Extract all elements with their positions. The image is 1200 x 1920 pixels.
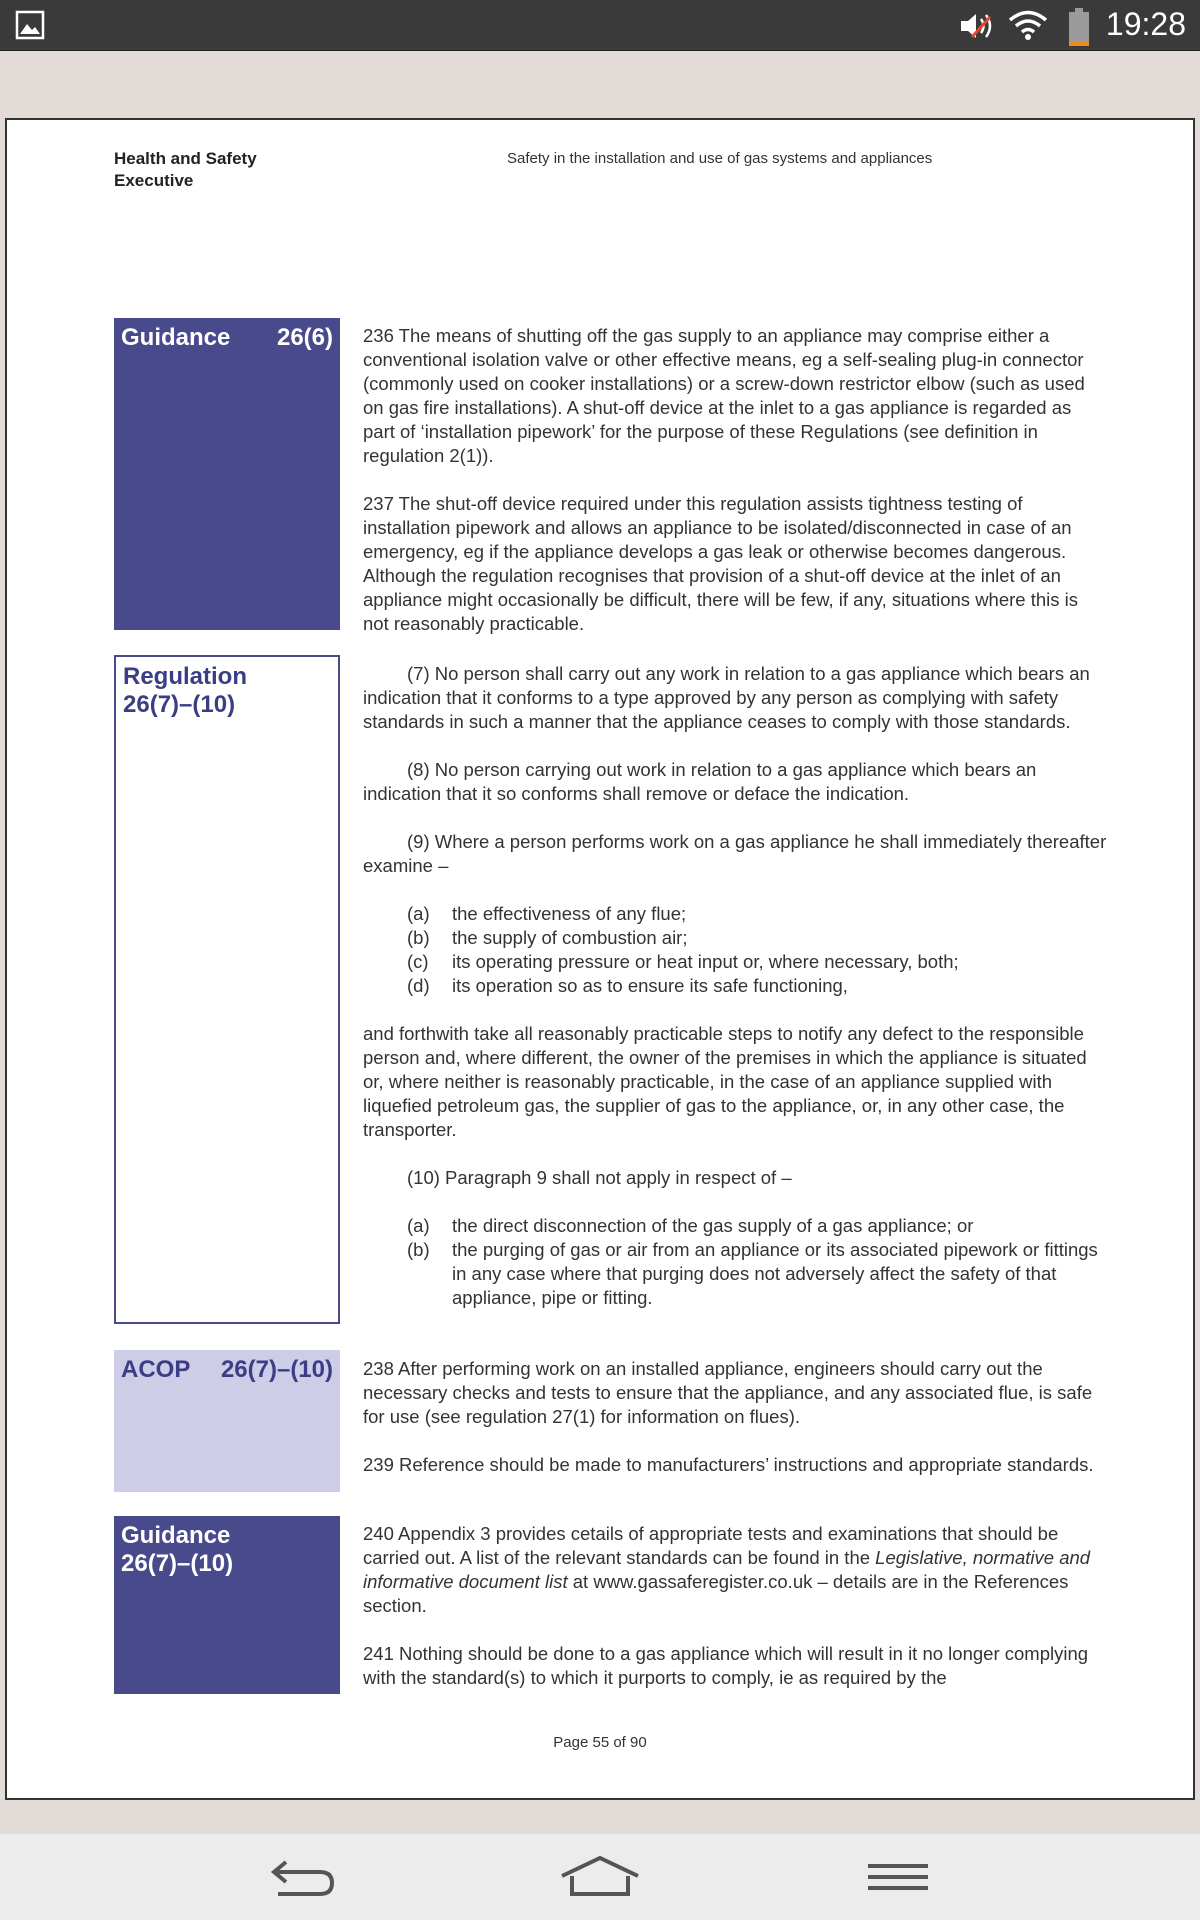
clock: 19:28 xyxy=(1105,6,1186,42)
paragraph-239: 239 Reference should be made to manufacturers’ instructions and appropriate standards. xyxy=(363,1454,1094,1475)
guidance-box-26-6 xyxy=(114,318,340,630)
battery-icon xyxy=(1068,8,1090,46)
paragraph-241: 241 Nothing should be done to a gas appliance which will result in it no longer complying with the standard(s) to which it purports to comply, ie as required by the xyxy=(363,1643,1089,1688)
wifi-icon xyxy=(1008,9,1048,41)
list-text: its operating pressure or heat input or, where necessary, both; xyxy=(452,951,959,972)
paragraph-238: 238 After performing work on an installed appliance, engineers should carry out the necessary checks and tests to ensure that the appliance, and any associated flue, is safe for use (see regulation 27(1) for information on flues). xyxy=(363,1358,1093,1427)
navigation-bar xyxy=(0,1834,1200,1920)
reg-paragraph-9-continued: and forthwith take all reasonably practicable steps to notify any defect to the responsible person and, where different, the owner of the premises in which the appliance is situated or, where neither is reasonably practicable, in the case of an appliance supplied with liquefied petroleum gas, the supplier of gas to the appliance, or, in any other case, the transporter. xyxy=(363,1023,1087,1140)
reg-paragraph-10: (10) Paragraph 9 shall not apply in respect of – xyxy=(407,1167,792,1188)
reg-paragraph-7: (7) No person shall carry out any work in relation to a gas appliance which bears an indication that it conforms to a type approved by any person as complying with safety standards in such a manner that the appliance ceases to comply with those standards. xyxy=(363,663,1090,732)
reg-list-10 xyxy=(363,1214,1108,1310)
list-item xyxy=(363,1214,1108,1238)
home-icon[interactable] xyxy=(558,1854,642,1900)
status-bar xyxy=(0,0,1200,51)
document-page xyxy=(5,118,1195,1800)
list-item xyxy=(363,974,1108,998)
menu-icon[interactable] xyxy=(866,1854,930,1900)
regulation-text xyxy=(363,662,1108,1310)
acop-box xyxy=(114,1350,340,1492)
regulation-box xyxy=(114,655,340,1324)
list-text: the purging of gas or air from an appliance or its associated pipework or fittings in any case where that purging does not adversely affect the safety of that appliance, pipe or fitting. xyxy=(452,1239,1098,1308)
list-letter: (a) xyxy=(407,1215,430,1236)
list-letter: (b) xyxy=(407,1239,430,1260)
list-text: the supply of combustion air; xyxy=(452,927,688,948)
list-item xyxy=(363,902,1108,926)
paragraph-237: 237 The shut-off device required under this regulation assists tightness testing of installation pipework and allows an appliance to be isolated/disconnected in case of an emergency, eg if the appliance develops a gas leak or otherwise becomes dangerous. Although the regulation recognises that provision of a shut-off device at the inlet of an appliance might occasionally be difficult, there will be few, if any, situations where this is not reasonably practicable. xyxy=(363,493,1079,634)
reg-list-9 xyxy=(363,902,1108,998)
list-item xyxy=(363,926,1108,950)
paragraph-236: 236 The means of shutting off the gas supply to an appliance may comprise either a conventional isolation valve or other effective means, eg a self-sealing plug-in connector (commonly used on cooker installations) or a screw-down restrictor elbow (such as used on gas fire installations). A shut-off device at the inlet to a gas appliance is regarded as part of ‘installation pipework’ for the purpose of these Regulations (see definition in regulation 2(1)). xyxy=(363,325,1085,466)
paragraph-240 xyxy=(363,1522,1108,1618)
section-ref: 26(7)–(10) xyxy=(220,1356,333,1383)
section-ref: 26(6) xyxy=(276,324,333,351)
reg-paragraph-9: (9) Where a person performs work on a gas appliance he shall immediately thereafter examine – xyxy=(363,831,1107,876)
list-letter: (c) xyxy=(407,951,429,972)
list-text: its operation so as to ensure its safe functioning, xyxy=(452,975,848,996)
guidance-26-6-text xyxy=(363,324,1108,660)
list-letter: (b) xyxy=(407,927,430,948)
text-run: at www.gassaferegister.co.uk – details are in the References section. xyxy=(363,1571,1069,1616)
list-text: the effectiveness of any flue; xyxy=(452,903,687,924)
acop-text xyxy=(363,1357,1108,1501)
text-run: 240 Appendix 3 provides cetails of appropriate tests and examinations that should be carried out. A list of the relevant standards can be found in the xyxy=(363,1523,1059,1568)
document-title: Safety in the installation and use of gas systems and appliances xyxy=(507,150,933,167)
page-number: Page 55 of 90 xyxy=(553,1734,647,1751)
list-item xyxy=(363,950,1108,974)
reg-paragraph-8: (8) No person carrying out work in relation to a gas appliance which bears an indication that it so conforms shall remove or deface the indication. xyxy=(363,759,1037,804)
section-label: Guidance xyxy=(121,324,231,351)
guidance-box-26-7-10 xyxy=(114,1516,340,1694)
section-label: Guidance xyxy=(121,1522,231,1549)
guidance-26-7-10-text xyxy=(363,1522,1108,1714)
section-label: ACOP xyxy=(121,1356,191,1383)
back-icon[interactable] xyxy=(262,1854,338,1900)
list-text: the direct disconnection of the gas supply of a gas appliance; or xyxy=(452,1215,974,1236)
mute-icon xyxy=(958,11,1002,41)
list-letter: (a) xyxy=(407,903,430,924)
section-label: Regulation xyxy=(123,663,247,690)
list-letter: (d) xyxy=(407,975,430,996)
list-item xyxy=(363,1238,1108,1310)
section-ref: 26(7)–(10) xyxy=(121,1550,234,1577)
section-ref: 26(7)–(10) xyxy=(123,691,236,718)
document-list-title: Legislative, normative and informative document list xyxy=(363,1547,1091,1592)
gallery-icon[interactable] xyxy=(15,10,45,40)
org-title: Health and Safety Executive xyxy=(114,149,257,190)
